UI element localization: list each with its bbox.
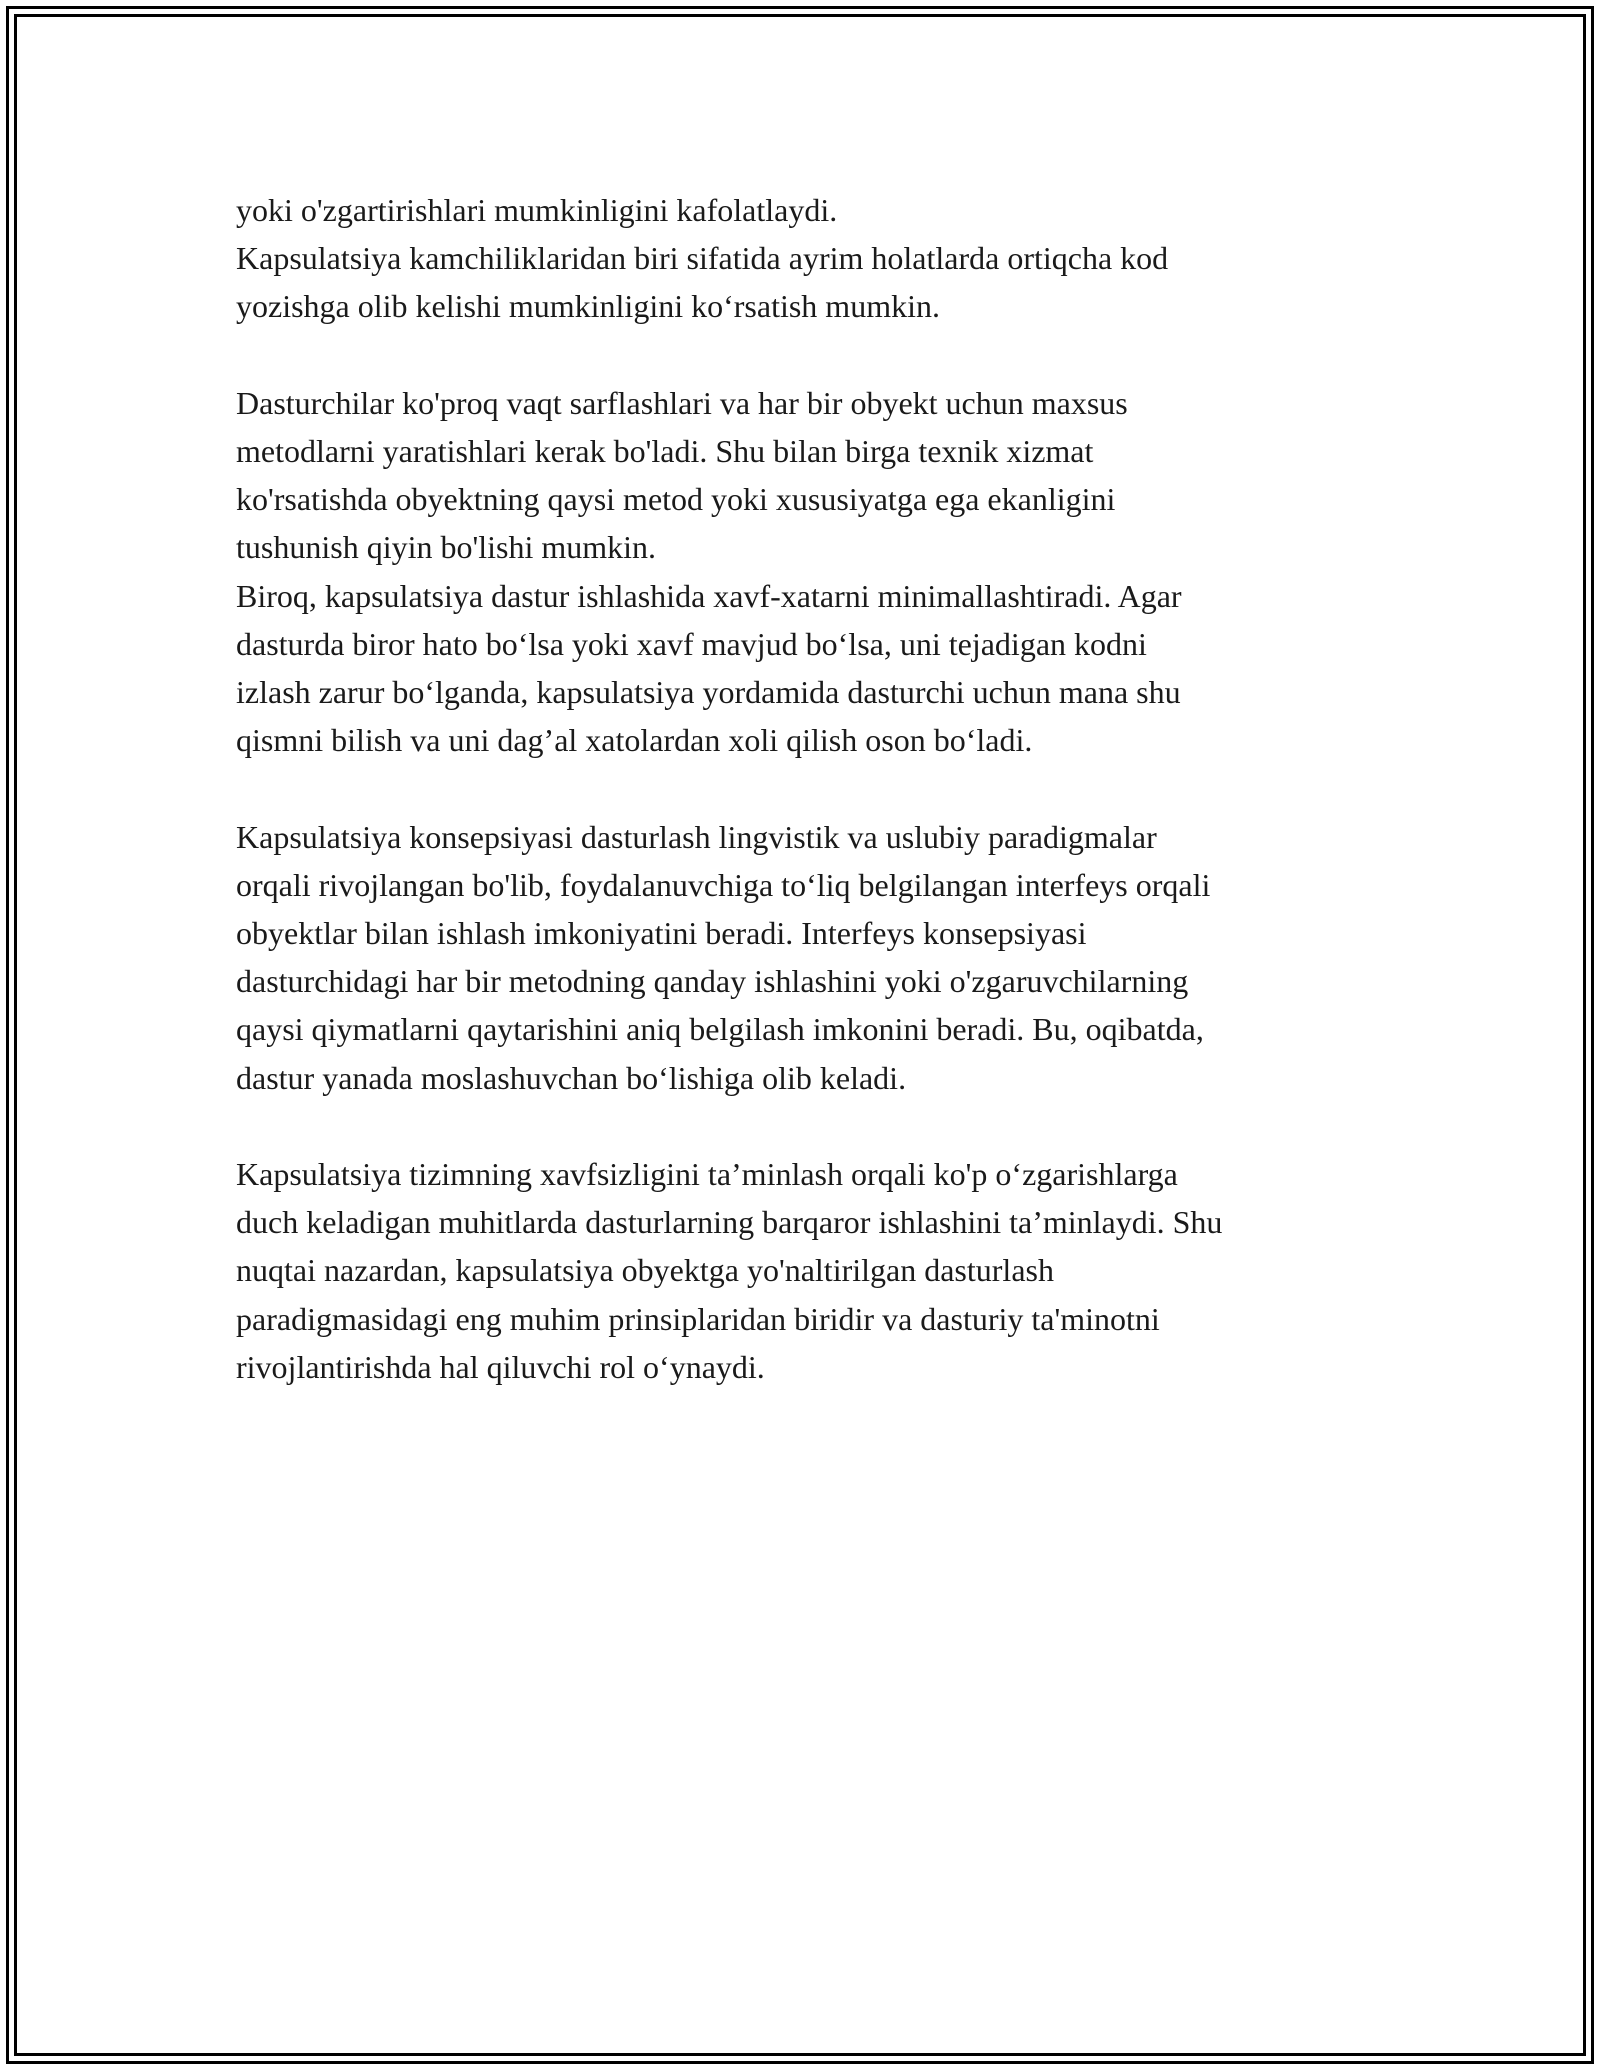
text-line: qismni bilish va uni dag’al xatolardan xoli qilish oson bo‘ladi. bbox=[236, 722, 1033, 759]
text-line: yoki o'zgartirishlari mumkinligini kafolatlaydi. bbox=[236, 192, 838, 228]
text-line: dastur yanada moslashuvchan bo‘lishiga olib keladi. bbox=[236, 1059, 907, 1096]
text-line: Kapsulatsiya konsepsiyasi dasturlash lingvistik va uslubiy paradigmalar bbox=[236, 818, 1157, 855]
document-body bbox=[236, 186, 1396, 1391]
text-line: ko'rsatishda obyektning qaysi metod yoki xususiyatga ega ekanligini bbox=[236, 481, 1116, 518]
text-line: Biroq, kapsulatsiya dastur ishlashida xavf-xatarni minimallashtiradi. Agar bbox=[236, 577, 1182, 614]
paragraph-continuation bbox=[236, 186, 1396, 234]
paragraph-interface bbox=[236, 813, 1396, 1102]
text-line: tushunish qiyin bo'lishi mumkin. bbox=[236, 529, 657, 566]
text-line: nuqtai nazardan, kapsulatsiya obyektga yo'naltirilgan dasturlash bbox=[236, 1252, 1054, 1289]
paragraph-gap bbox=[236, 1102, 1396, 1150]
text-line: metodlarni yaratishlari kerak bo'ladi. Shu bilan birga texnik xizmat bbox=[236, 433, 1094, 469]
text-line: Kapsulatsiya tizimning xavfsizligini ta’minlash orqali ko'p o‘zgarishlarga bbox=[236, 1156, 1178, 1193]
text-line: Kapsulatsiya kamchiliklaridan biri sifatida ayrim holatlarda ortiqcha kod bbox=[236, 240, 1169, 277]
text-line: dasturchidagi har bir metodning qanday ishlashini yoki o'zgaruvchilarning bbox=[236, 963, 1189, 1000]
paragraph-developers bbox=[236, 379, 1396, 572]
text-line: rivojlantirishda hal qiluvchi rol o‘ynaydi. bbox=[236, 1348, 765, 1385]
paragraph-gap bbox=[236, 764, 1396, 812]
text-line: duch keladigan muhitlarda dasturlarning barqaror ishlashini ta’minlaydi. Shu bbox=[236, 1204, 1223, 1241]
paragraph-gap bbox=[236, 331, 1396, 379]
text-line: dasturda biror hato bo‘lsa yoki xavf mavjud bo‘lsa, uni tejadigan kodni bbox=[236, 625, 1147, 662]
paragraph-drawback bbox=[236, 234, 1396, 330]
text-line: qaysi qiymatlarni qaytarishini aniq belgilash imkonini beradi. Bu, oqibatda, bbox=[236, 1011, 1204, 1048]
text-line: Dasturchilar ko'proq vaqt sarflashlari va har bir obyekt uchun maxsus bbox=[236, 384, 1128, 421]
text-line: paradigmasidagi eng muhim prinsiplaridan biridir va dasturiy ta'minotni bbox=[236, 1300, 1160, 1337]
paragraph-conclusion bbox=[236, 1150, 1396, 1391]
text-line: orqali rivojlangan bo'lib, foydalanuvchiga to‘liq belgilangan interfeys orqali bbox=[236, 866, 1211, 903]
paragraph-risk bbox=[236, 572, 1396, 765]
text-line: yozishga olib kelishi mumkinligini ko‘rsatish mumkin. bbox=[236, 288, 940, 325]
text-line: obyektlar bilan ishlash imkoniyatini beradi. Interfeys konsepsiyasi bbox=[236, 915, 1087, 952]
text-line: izlash zarur bo‘lganda, kapsulatsiya yordamida dasturchi uchun mana shu bbox=[236, 674, 1181, 711]
